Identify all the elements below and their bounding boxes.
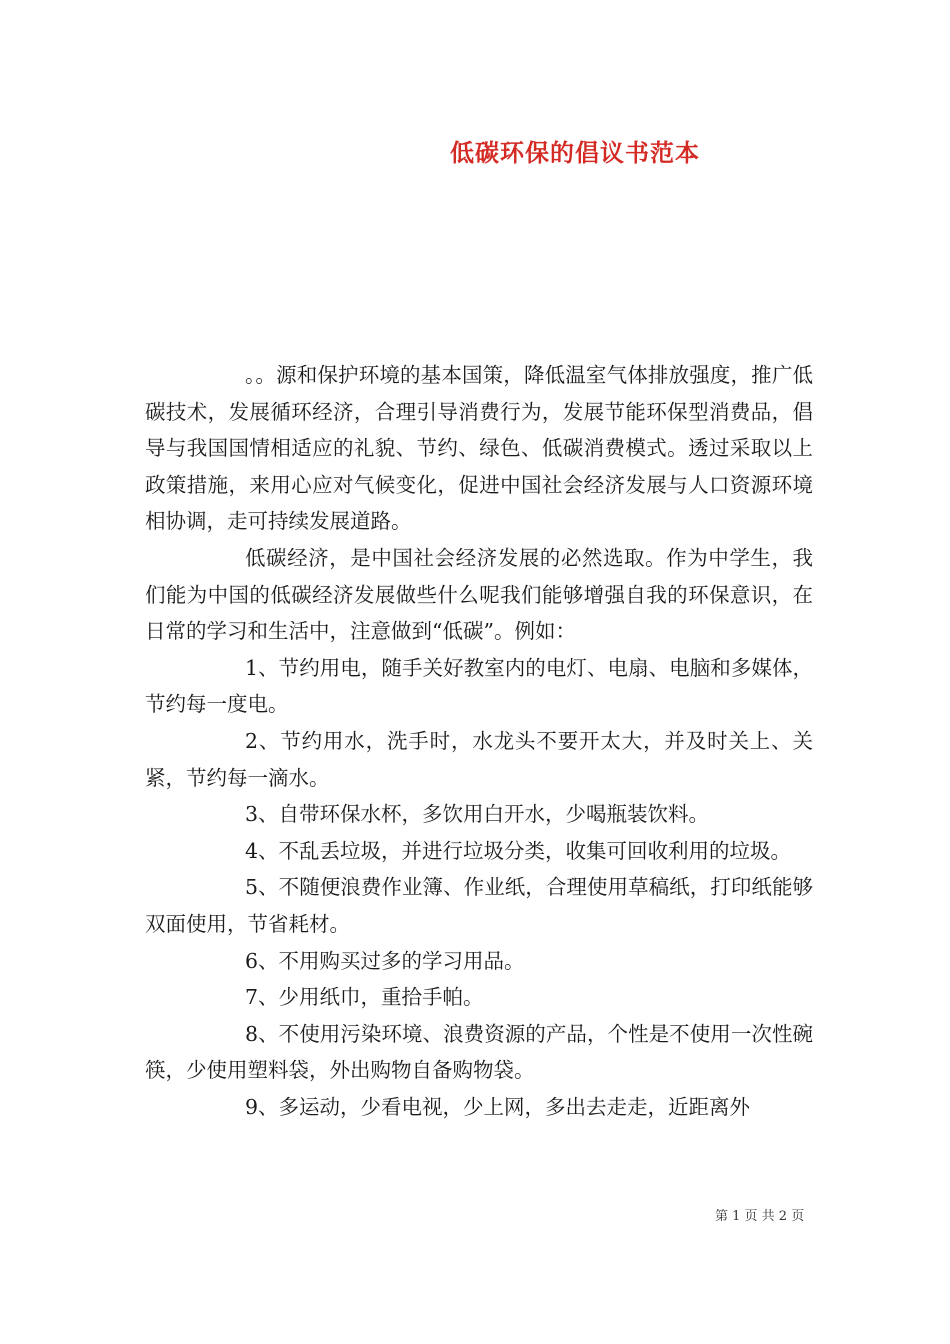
list-item-5: 5、不随便浪费作业簿、作业纸，合理使用草稿纸，打印纸能够双面使用，节省耗材。 bbox=[145, 875, 813, 936]
list-item-9: 9、多运动，少看电视，少上网，多出去走走，近距离外 bbox=[245, 1094, 751, 1119]
document-title: 低碳环保的倡议书范本 bbox=[450, 139, 700, 167]
list-item-3: 3、自带环保水杯，多饮用白开水，少喝瓶装饮料。 bbox=[245, 802, 710, 827]
list-item-6: 6、不用购买过多的学习用品。 bbox=[245, 948, 525, 973]
list-item-4: 4、不乱丢垃圾，并进行垃圾分类，收集可回收利用的垃圾。 bbox=[245, 838, 792, 863]
paragraph-intro: 。。源和保护环境的基本国策，降低温室气体排放强度，推广低碳技术，发展循环经济，合理引导消费行为，发展节能环保型消费品，倡导与我国国情相适应的礼貌、节约、绿色、低碳消费模式。透过采取以上政策措施，来用心应对气候变化，促进中国社会经济发展与人口资源环境相协调，走可持续发展道路。 bbox=[145, 363, 813, 534]
page-number-footer: 第 1 页 共 2 页 bbox=[715, 1209, 805, 1224]
list-item-7: 7、少用纸巾，重拾手帕。 bbox=[245, 985, 484, 1010]
list-item-1: 1、节约用电，随手关好教室内的电灯、电扇、电脑和多媒体，节约每一度电。 bbox=[145, 655, 813, 717]
paragraph-low-carbon-economy: 低碳经济，是中国社会经济发展的必然选取。作为中学生，我们能为中国的低碳经济发展做些什么呢我们能够增强自我的环保意识，在日常的学习和生活中，注意做到“低碳”。例如： bbox=[145, 545, 813, 644]
list-item-8: 8、不使用污染环境、浪费资源的产品，个性是不使用一次性碗筷，少使用塑料袋，外出购物自备购物袋。 bbox=[145, 1021, 813, 1083]
list-item-2: 2、节约用水，洗手时，水龙头不要开太大，并及时关上、关紧，节约每一滴水。 bbox=[145, 728, 813, 790]
document-body bbox=[145, 357, 813, 1125]
